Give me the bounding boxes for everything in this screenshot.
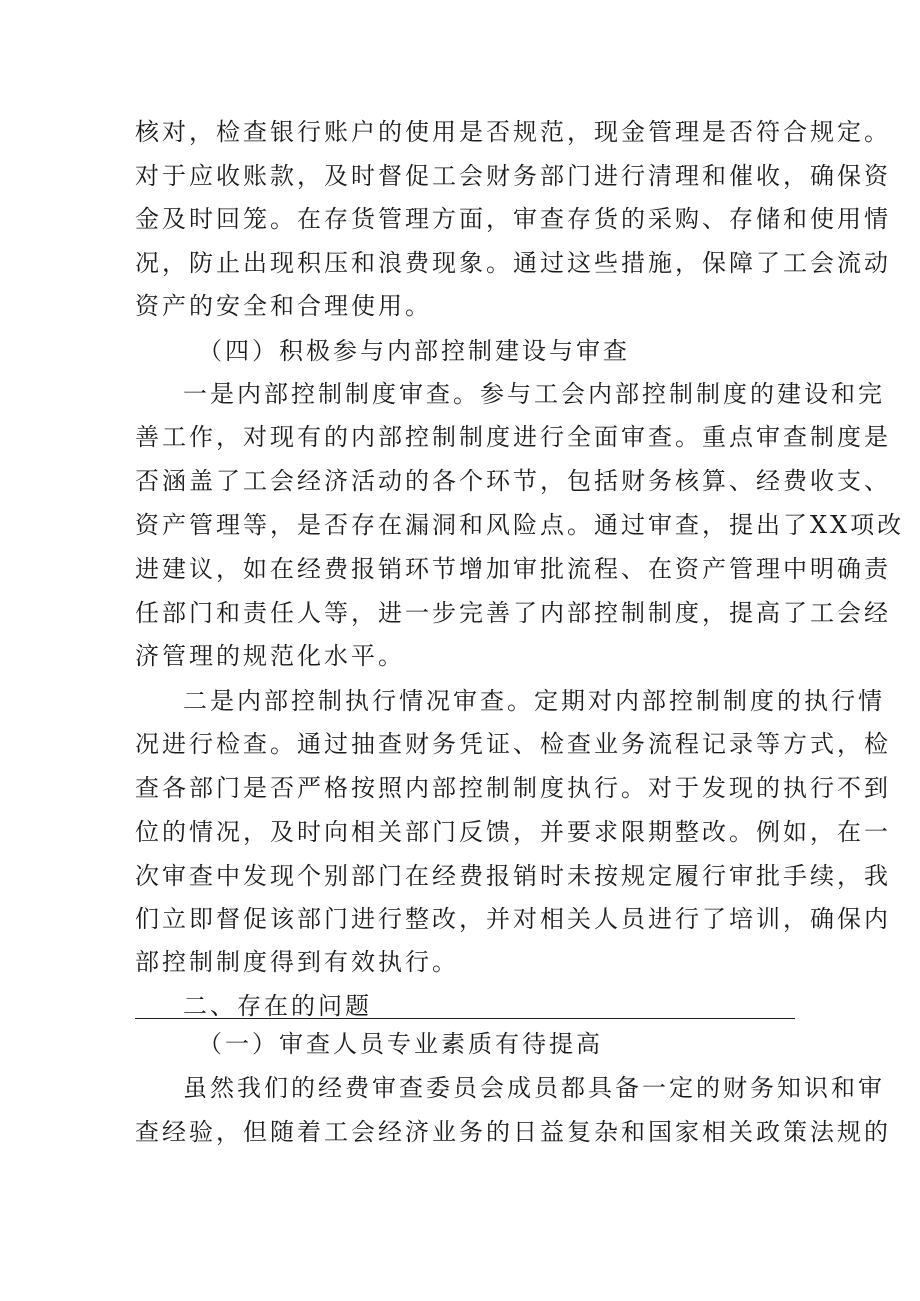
horizontal-rule [135,1018,795,1019]
paragraph-line: 部控制制度得到有效执行。 [135,948,459,976]
paragraph-line: 对于应收账款，及时督促工会财务部门进行清理和催收，确保资 [135,162,891,190]
paragraph-line: 查各部门是否严格按照内部控制制度执行。对于发现的执行不到 [135,774,891,802]
paragraph-line: 们立即督促该部门进行整改，并对相关人员进行了培训，确保内 [135,905,891,933]
paragraph-line: 虽然我们的经费审查委员会成员都具备一定的财务知识和审 [183,1074,885,1102]
paragraph-line: 济管理的规范化水平。 [135,642,405,670]
paragraph-line: 任部门和责任人等，进一步完善了内部控制制度，提高了工会经 [135,599,891,627]
section-heading: （四）积极参与内部控制建设与审查 [198,337,630,365]
paragraph-line: 否涵盖了工会经济活动的各个环节，包括财务核算、经费收支、 [135,467,891,495]
paragraph-line: 况，防止出现积压和浪费现象。通过这些措施，保障了工会流动 [135,249,891,277]
paragraph-line: 金及时回笼。在存货管理方面，审查存货的采购、存储和使用情 [135,205,891,233]
paragraph-line: 核对，检查银行账户的使用是否规范，现金管理是否符合规定。 [135,118,891,146]
paragraph-line: 资产的安全和合理使用。 [135,292,432,320]
paragraph-line: 资产管理等，是否存在漏洞和风险点。通过审查，提出了XX项改 [135,511,905,539]
paragraph-line: 查经验，但随着工会经济业务的日益复杂和国家相关政策法规的 [135,1118,891,1146]
paragraph-line: 进建议，如在经费报销环节增加审批流程、在资产管理中明确责 [135,555,891,583]
paragraph-line: 二是内部控制执行情况审查。定期对内部控制制度的执行情 [183,687,885,715]
paragraph-line: 一是内部控制制度审查。参与工会内部控制制度的建设和完 [183,380,885,408]
subsection-heading: （一）审查人员专业素质有待提高 [198,1030,603,1058]
paragraph-line: 位的情况，及时向相关部门反馈，并要求限期整改。例如，在一 [135,818,891,846]
paragraph-line: 次审查中发现个别部门在经费报销时未按规定履行审批手续，我 [135,862,891,890]
section-heading: 二、存在的问题 [183,992,372,1020]
paragraph-line: 善工作，对现有的内部控制制度进行全面审查。重点审查制度是 [135,423,891,451]
paragraph-line: 况进行检查。通过抽查财务凭证、检查业务流程记录等方式，检 [135,730,891,758]
